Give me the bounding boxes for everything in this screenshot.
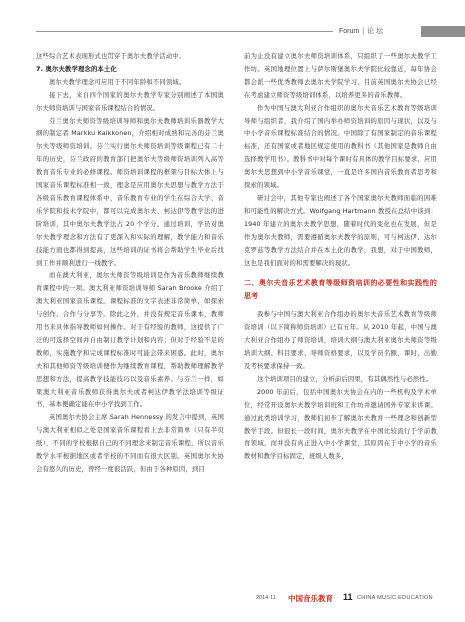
paragraph: 而在澳大利亚，奥尔夫师资等级培训是作为音乐教师继续教育课程中的一项。澳大利亚师资培训导师 Sarah Brooke 介绍了澳大利亚国家音乐课程。课程标准的文字表述非常简单，如探索与创作、合作与分享等。除此之外，并没有规定音乐课本，教师用书来具体指导教师如何操作。对于有经验的教师，这提供了广泛的可选择空间并自由制订教学计划和内容；但对于经验不足的教师，实施教学和完成课程标准时可能会带来困惑。此时，奥尔夫和其他师资等级培训便作为继续教育课程，帮助教师理解教学思想和方法，提高教学技能技巧以及音乐素养。与芬兰一样，如果澳大利亚音乐教师获得奥尔夫或者柯达伊教学法培训等级证书，基本便确定能在中小学找到工作。 [36, 272, 224, 409]
paragraph: 作为中国与澳大利亚合作组织的奥尔夫音乐艺术教育等级培训导师与组织者，我介绍了国内举办师资培训的原因与现状，以及与中小学音乐课程标准结合的情况。中国除了有国家制定的音乐课程标准，还有国家或者地区规定使用的教科书（其他国家是教师自由选择教学用书）。教科书中对每个课时有具体的教学目标要求，应用奥尔夫思想到中小学音乐课堂，一直是许多国内音乐教育者思考和探索的领域。 [244, 104, 437, 190]
paragraph: 我参与中国与澳大利亚合作组办的奥尔夫音乐艺术教育等级师资培训（以下简称师资培训）已有五年。从 2010 年起，中国与澳大利亚合作组办了师资培训，培训大纲与澳大利亚奥尔夫师资等级培训大纲、科目要求、导师资格要求，以及学员名额、课时、出勤及考核要求保持一致。 [244, 311, 437, 371]
page-footer [0, 592, 465, 606]
header-separator: | [362, 28, 365, 35]
left-column [36, 51, 224, 477]
right-column [244, 51, 437, 464]
header-column-name: 论 坛 [367, 28, 383, 35]
subheading: 7. 奥尔夫教学理念的本土化 [36, 65, 117, 73]
section-heading: 二、奥尔夫音乐艺术教育等级师资培训的必要性和实践性的思考 [244, 279, 437, 301]
paragraph: 奥尔夫教学理念可应用于不同年龄和不同领域。 [49, 78, 186, 86]
issue-date: 2014·11 [256, 595, 276, 601]
header-tab [421, 26, 465, 37]
paragraph: 这些综合艺术表现形式也贯穿于奥尔夫教学活动中。 [36, 53, 186, 60]
header-forum-text: Forum [338, 28, 360, 35]
paragraph: 接下去，来自四个国家的奥尔夫教学专家分别阐述了本国奥尔夫师资培训与国家音乐课程结合的情况。 [36, 91, 224, 112]
paragraph: 研讨会中，其他专家也阐述了各个国家奥尔夫教师面临的困难和可能性的解决方式。Wolfgang Hartmann 教授在总结中谈到：1940 年建立的奥尔夫教学思想，随着时代的变化也在发展，但是作为奥尔夫教师，需要遵循奥尔夫教学的原则，可与柯达伊、达尔克罗兹等教学方法结合并在本土化的教学，我想，对于中国教师，这也是我们面对的和需要解决的现状。 [244, 194, 437, 267]
paragraph: 前为止没有建立奥尔夫师资培训体系，只组织了一些奥尔夫教学工作坊。英国地理位置上与萨尔斯堡奥尔夫学院比较靠近，每年协会都会派一些优秀教师去奥尔夫学院学习。目前英国奥尔夫协会已经在考虑建立师资等级培训体系，以培养更多的音乐教师。 [244, 53, 437, 99]
paragraph: 英国奥尔夫协会主席 Sarah Hennessy 的发言中提到，英国与澳大利亚相似之处是国家音乐课程看上去非常简单（只有半页纸），不同的学校根据自己的不同理念来制定音乐课程，所以音乐教学水平根据地区或者学校的不同而有很大区别。英国奥尔夫协会有悠久的历史，曾经一度很活跃，但由于各种原因，到目 [36, 414, 224, 473]
paragraph: 2000 年前后，包括中国奥尔夫协会在内的一些机构及学术单位，经常开设奥尔夫教学培训班和工作坊并邀请国外专家来讲课。通过此类培训学习，教师们初步了解奥尔夫教育一些理念和创新型教学手段。但很长一段时间，奥尔夫教学在中国比较流行于学前教育领域，而并没有真正进入中小学课堂，其原因在于中小学的音乐教材和教学目标固定，班级人数多， [244, 388, 437, 461]
paragraph: 这个培训项目的建立，分析前后因果，有其偶然性与必然性。 [257, 375, 433, 383]
paragraph: 芬兰奥尔夫师资等级培训导师和奥尔夫教师培训乐器教学大纲的制定者 Markku Kaikkonen，介绍相对成熟和完善的芬兰奥尔夫等级师资培训。芬兰实行奥尔夫师资培训等级课程已有二十年的历史，芬兰政府的教育部门把奥尔夫等级师资培训列入高等教育音乐专业的必修课程。师资培训课程的框架与目标大体上与国家音乐课程标准相一致，理念是应用奥尔夫思想与教学方法于各级音乐教育课程体系中，音乐教育专业的学生在综合大学、音乐学院和技术学院中，都可以完成奥尔夫、柯达伊等教学法的进阶培训，其中奥尔夫教学法占 20 个学分。通过培训，学员对奥尔夫教学理念和方法有了更深入和实际的理解，教学能力和音乐技能方面也都得到提高，这些培训的证书将会帮助学生毕业后找到工作并顺利进行一线教学。 [36, 117, 224, 267]
running-header [0, 26, 465, 37]
magazine-english-title: CHINA MUSIC EDUCATION [357, 595, 433, 601]
header-label [333, 26, 387, 37]
magazine-name: 中国音乐教育 [288, 594, 333, 603]
page-number: 11 [343, 592, 353, 602]
